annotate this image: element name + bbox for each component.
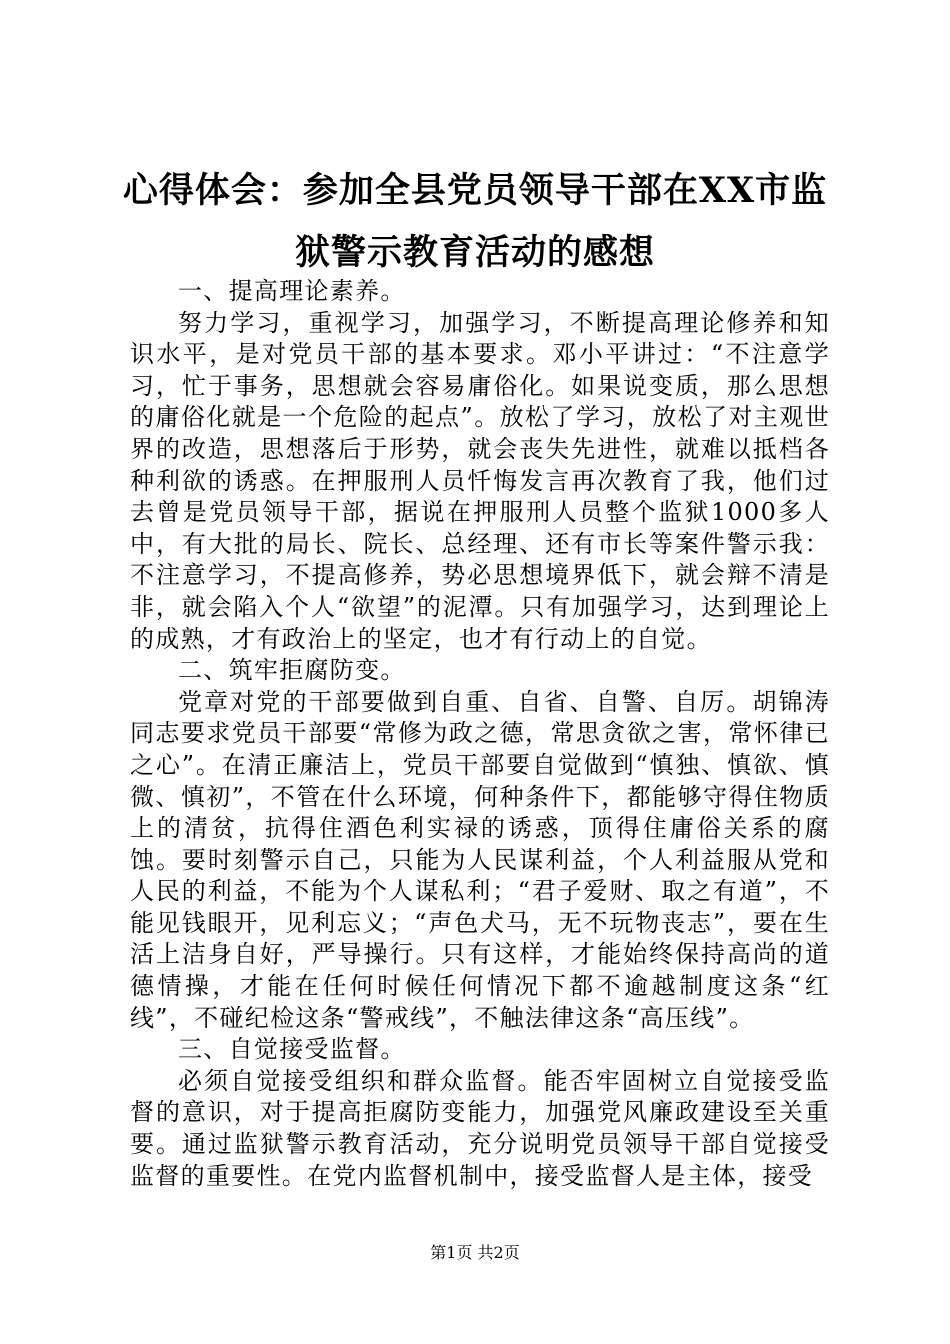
page-number-footer: 第1页 共2页 [430, 1243, 520, 1262]
document-body [130, 276, 830, 1192]
document-title: 心得体会：参加全县党员领导干部在XX市监狱警示教育活动的感想 [122, 170, 828, 273]
paragraph-1: 努力学习，重视学习，加强学习，不断提高理论修养和知识水平，是对党员干部的基本要求。邓小平讲过：“不注意学习，忙于事务，思想就会容易庸俗化。如果说变质，那么思想的庸俗化就是一个危险的起点”。放松了学习，放松了对主观世界的改造，思想落后于形势，就会丧失先进性，就难以抵档各种利欲的诱惑。在押服刑人员忏悔发言再次教育了我，他们过去曾是党员领导干部，据说在押服刑人员整个监狱1000多人中，有大批的局长、院长、总经理、还有市长等案件警示我：不注意学习，不提高修养，势必思想境界低下，就会辩不清是非，就会陷入个人“欲望”的泥潭。只有加强学习，达到理论上的成熟，才有政治上的坚定，也才有行动上的自觉。 [130, 308, 830, 653]
section-heading-3: 三、自觉接受监督。 [178, 1035, 406, 1064]
paragraph-3: 必须自觉接受组织和群众监督。能否牢固树立自觉接受监督的意识，对于提高拒腐防变能力，加强党风廉政建设至关重要。通过监狱警示教育活动，充分说明党员领导干部自觉接受监督的重要性。在党内监督机制中，接受监督人是主体，接受 [130, 1066, 830, 1190]
section-heading-2: 二、筑牢拒腐防变。 [178, 656, 406, 685]
paragraph-2: 党章对党的干部要做到自重、自省、自警、自厉。胡锦涛同志要求党员干部要“常修为政之德，常思贪欲之害，常怀律已之心”。在清正廉洁上，党员干部要自觉做到“慎独、慎欲、慎微、慎初”，不管在什么环境，何种条件下，都能够守得住物质上的清贫，抗得住酒色利实禄的诱惑，顶得住庸俗关系的腐蚀。要时刻警示自己，只能为人民谋利益，个人利益服从党和人民的利益，不能为个人谋私利；“君子爱财、取之有道”，不能见钱眼开，见利忘义；“声色犬马，无不玩物丧志”，要在生活上洁身自好，严导操行。只有这样，才能始终保持高尚的道德情操，才能在任何时候任何情况下都不逾越制度这条“红线”，不碰纪检这条“警戒线”，不触法律这条“高压线”。 [130, 687, 830, 1032]
section-heading-1: 一、提高理论素养。 [178, 277, 406, 305]
